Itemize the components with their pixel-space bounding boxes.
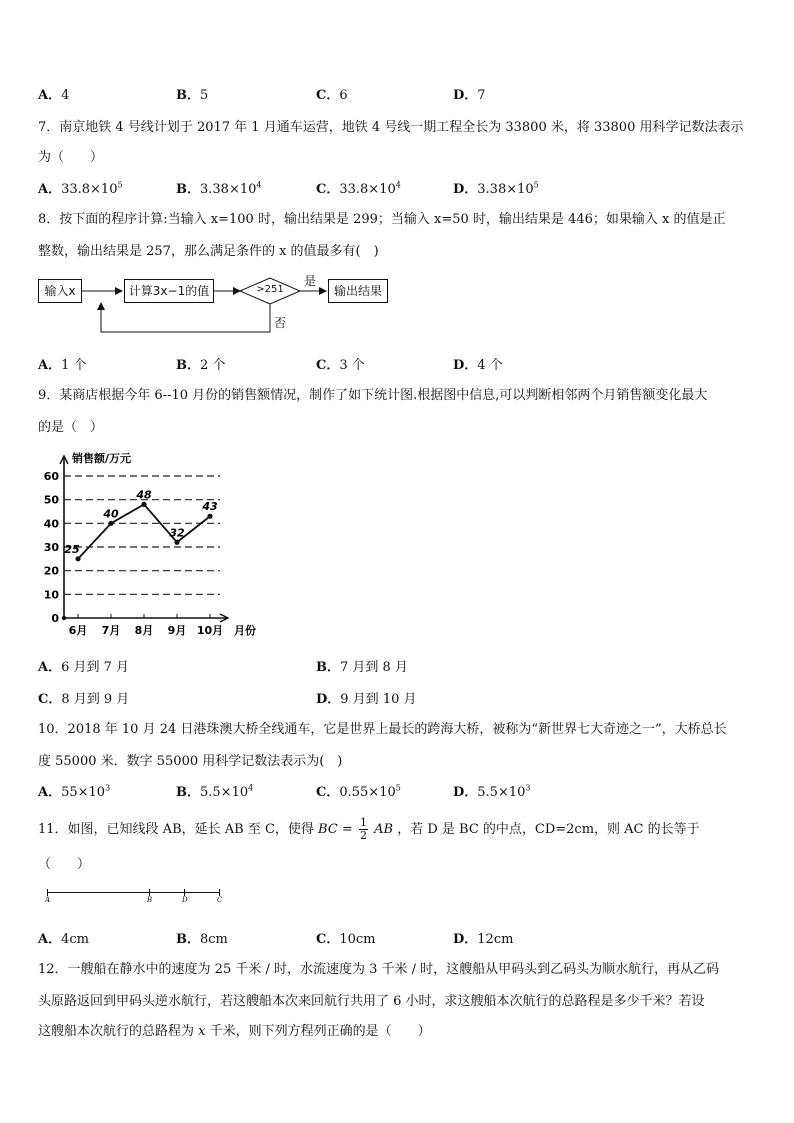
flow-output-box: 输出结果 — [328, 279, 388, 303]
x-tick-label: 7月 — [101, 624, 121, 637]
y-tick-label: 40 — [43, 517, 59, 531]
formula-rhs: AB — [374, 822, 394, 837]
q7-option-c: C．$33.8\times 10^4$ — [316, 180, 401, 197]
q12-stem-line1: 12．一艘船在静水中的速度为 25 千米 / 时，水流速度为 3 千米 / 时，这艘船从甲码头到乙码头为顺水航行，再从乙码 — [38, 962, 720, 977]
q11-segment-figure — [44, 884, 234, 904]
y-tick-label: 20 — [43, 564, 59, 578]
tick-c — [219, 889, 220, 896]
y-tick-label: 10 — [43, 588, 59, 602]
q12-variable-x: x — [198, 1024, 206, 1039]
q8-stem-line2: 整数，输出结果是 257，那么满足条件的 x 的值最多有( ) — [38, 244, 379, 259]
q6-option-a: A．4 — [38, 88, 70, 103]
q9-option-d: D．9 月到 10 月 — [316, 692, 417, 707]
q11-formula — [318, 816, 397, 842]
origin-point — [62, 616, 66, 620]
data-point — [141, 502, 146, 507]
q10-stem-line1: 10．2018 年 10 月 24 日港珠澳大桥全线通车，它是世界上最长的跨海大桥，被称为“新世界七大奇迹之一”，大桥总长 — [38, 722, 727, 737]
q8-option-a: A．1 个 — [38, 358, 87, 373]
q6-option-d: D．7 — [453, 88, 486, 103]
q12-line3-part-a: 这艘船本次航行的总路程为 — [38, 1024, 195, 1039]
label-b: B — [147, 896, 153, 904]
q11-option-a: A．4cm — [38, 932, 89, 947]
tick-b — [149, 889, 150, 896]
q9-option-b: B．7 月到 8 月 — [316, 660, 408, 675]
q10-option-d: D．$5.5\times 10^3$ — [453, 783, 531, 800]
label-c: C — [217, 896, 223, 904]
q11-option-d: D．12cm — [453, 932, 514, 947]
data-label: 40 — [103, 507, 119, 521]
sales-line-chart — [30, 446, 290, 646]
q7-option-d: D．$3.38\times 10^5$ — [453, 180, 539, 197]
flow-compute-box: 计算3x−1的值 — [124, 279, 214, 303]
q6-option-b: B．5 — [176, 88, 209, 103]
y-axis-label: 销售额/万元 — [72, 452, 132, 465]
x-tick-label: 10月 — [196, 624, 224, 637]
q10-stem-line2: 度 55000 米．数字 55000 用科学记数法表示为( ) — [38, 754, 343, 769]
flow-input-box: 输入x — [38, 279, 82, 303]
y-tick-label: 0 — [51, 612, 59, 625]
data-point — [174, 540, 179, 545]
fraction-denominator: 2 — [359, 829, 367, 842]
y-tick-label: 30 — [43, 541, 59, 554]
x-tick-label: 8月 — [134, 624, 154, 637]
q7-stem-line2: 为（ ） — [38, 150, 104, 165]
data-point — [108, 521, 113, 526]
formula-lhs: BC = — [318, 822, 353, 837]
data-point — [207, 514, 212, 519]
data-label: 48 — [136, 488, 152, 502]
flow-arrow-loop — [101, 303, 270, 332]
q10-option-b: B．$5.5\times 10^4$ — [176, 783, 254, 800]
q10-option-c: C．$0.55\times 10^5$ — [316, 783, 401, 800]
q8-stem-line1: 8．按下面的程序计算:当输入 x=100 时，输出结果是 299；当输入 x=50 时，输出结果是 446；如果输入 x 的值是正 — [38, 212, 726, 227]
q8-option-b: B．2 个 — [176, 358, 226, 373]
flow-yes-label: 是 — [304, 274, 317, 288]
label-a: A — [45, 896, 51, 904]
data-label: 32 — [169, 526, 185, 540]
q12-stem-line2: 头原路返回到甲码头逆水航行，若这艘船本次来回航行共用了 6 小时，求这艘船本次航行的总路程是多少千米？若设 — [38, 994, 705, 1009]
tick-a — [47, 889, 48, 896]
data-point — [75, 556, 80, 561]
data-label: 43 — [202, 500, 218, 514]
q8-option-c: C．3 个 — [316, 358, 365, 373]
q11-option-b: B．8cm — [176, 932, 228, 947]
label-d: D — [182, 896, 188, 904]
flow-no-label: 否 — [274, 316, 287, 330]
tick-d — [184, 889, 185, 896]
data-label: 25 — [64, 542, 80, 556]
q11-stem-line2: （ ） — [38, 857, 91, 872]
series-line — [78, 504, 210, 558]
q10-option-a: A．$55\times 10^3$ — [38, 783, 111, 800]
flow-condition-label: >251 — [256, 284, 284, 295]
q11-stem-part-b: ，若 D 是 BC 的中点，CD=2cm，则 AC 的长等于 — [397, 822, 700, 837]
q9-option-a: A．6 月到 7 月 — [38, 660, 130, 675]
q8-flowchart — [38, 270, 398, 340]
q7-stem-line1: 7．南京地铁 4 号线计划于 2017 年 1 月通车运营，地铁 4 号线一期工程全长为 33800 米，将 33800 用科学记数法表示 — [38, 120, 744, 135]
formula-fraction — [359, 817, 368, 842]
q9-stem-line2: 的是（ ） — [38, 420, 104, 435]
q11-stem-part-a: 11．如图，已知线段 AB，延长 AB 至 C，使得 — [38, 822, 314, 837]
q7-option-b: B．$3.38\times 10^4$ — [176, 180, 262, 197]
x-axis-label: 月份 — [234, 624, 256, 637]
q9-option-c: C．8 月到 9 月 — [38, 692, 130, 707]
y-tick-label: 50 — [43, 493, 59, 507]
q7-option-a: A．$33.8\times 10^5$ — [38, 180, 123, 197]
q12-line3-part-b: 千米，则下列方程列正确的是（ ） — [209, 1024, 431, 1039]
y-tick-label: 60 — [43, 470, 59, 483]
fraction-numerator: 1 — [359, 816, 367, 829]
q12-stem-line3 — [38, 1020, 431, 1039]
x-tick-label: 9月 — [167, 624, 187, 637]
segment-ac — [48, 892, 220, 893]
q11-stem-line1 — [38, 817, 700, 842]
q8-option-d: D．4 个 — [453, 358, 503, 373]
x-tick-label: 6月 — [68, 624, 88, 637]
q11-option-c: C．10cm — [316, 932, 376, 947]
q9-stem-line1: 9．某商店根据今年 6--10 月份的销售额情况，制作了如下统计图.根据图中信息,可以判断相邻两个月销售额变化最大 — [38, 388, 708, 403]
q6-option-c: C．6 — [316, 88, 348, 103]
